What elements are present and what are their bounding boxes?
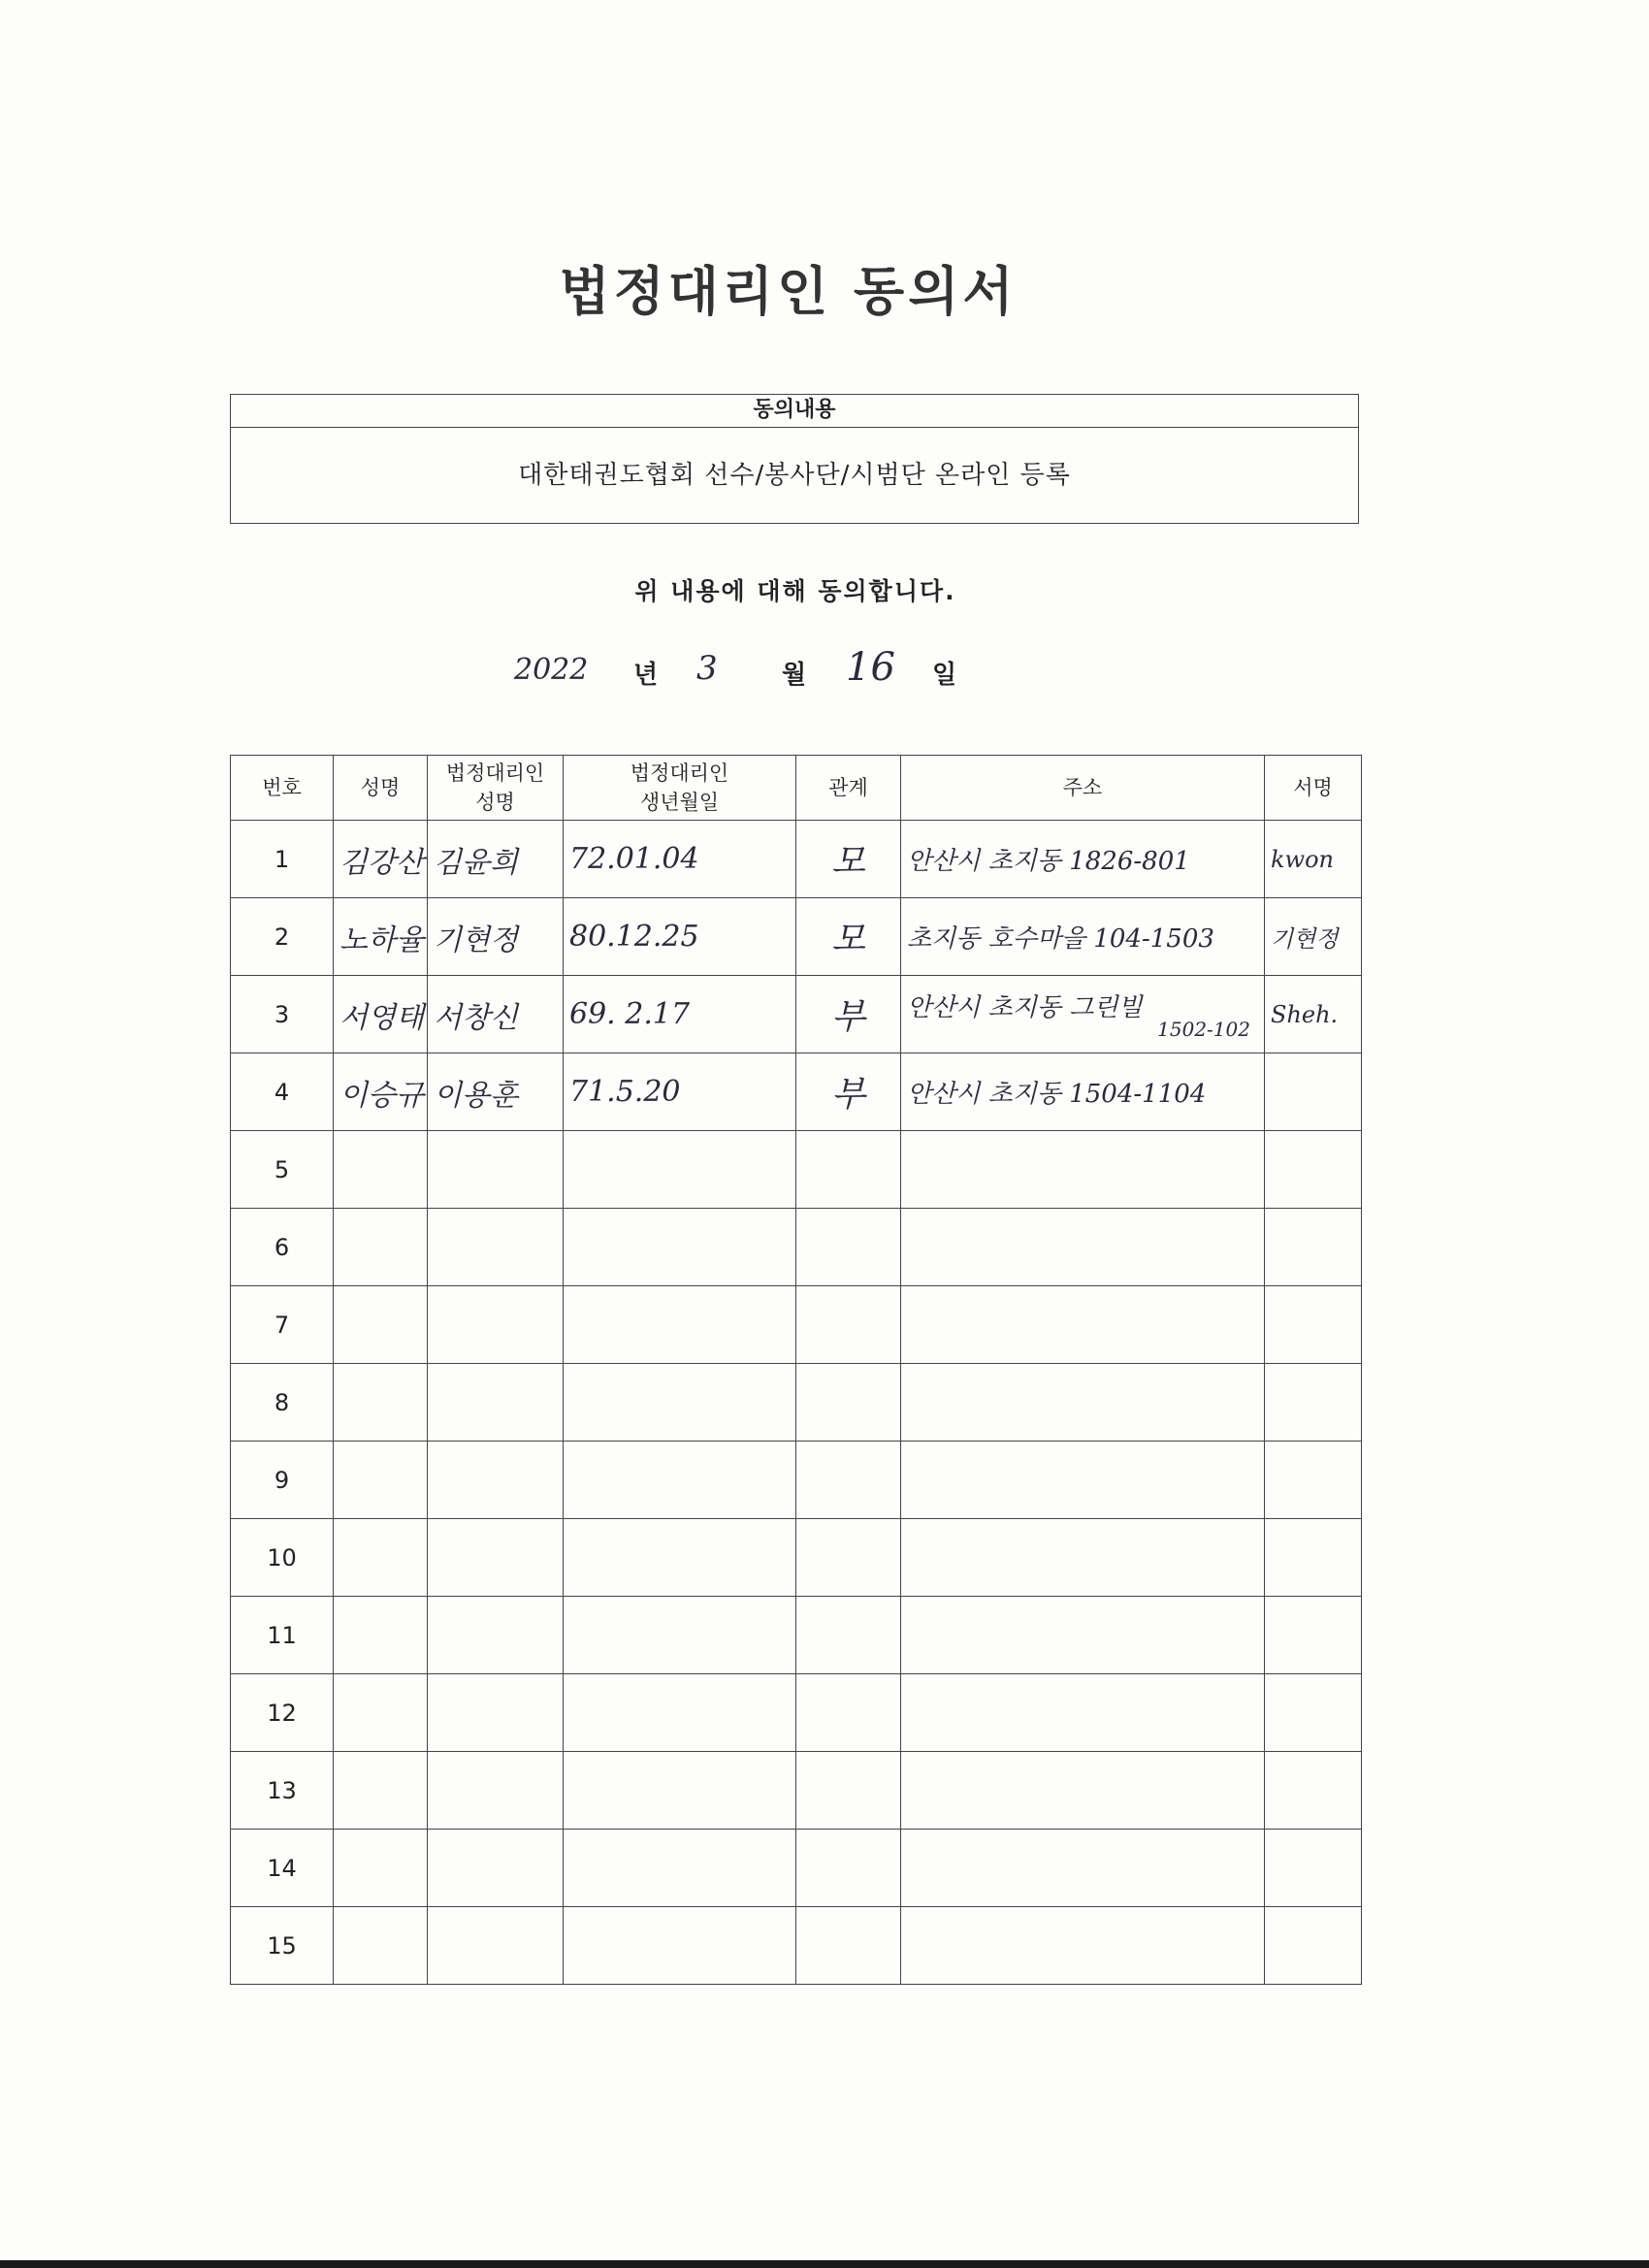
row-name bbox=[334, 1053, 428, 1131]
table-row bbox=[231, 898, 1362, 976]
table-row bbox=[231, 1442, 1362, 1519]
row-relation bbox=[796, 1053, 901, 1131]
row-signature-value: kwon bbox=[1271, 845, 1334, 873]
table-row bbox=[231, 1364, 1362, 1442]
row-guardian-birth bbox=[564, 1597, 796, 1674]
row-guardian-name bbox=[428, 1752, 564, 1830]
row-relation bbox=[796, 898, 901, 976]
consent-box bbox=[230, 394, 1359, 524]
row-guardian-birth bbox=[564, 1907, 796, 1985]
row-signature bbox=[1265, 1209, 1362, 1286]
row-guardian-birth bbox=[564, 1442, 796, 1519]
header-address: 주소 bbox=[901, 756, 1265, 821]
row-relation bbox=[796, 976, 901, 1053]
row-no-value: 6 bbox=[274, 1233, 290, 1261]
row-guardian-name bbox=[428, 1519, 564, 1597]
row-no-value: 13 bbox=[267, 1776, 297, 1804]
row-no bbox=[231, 1907, 334, 1985]
row-guardian-birth-value: 72.01.04 bbox=[569, 842, 699, 876]
row-no bbox=[231, 1519, 334, 1597]
row-signature bbox=[1265, 1907, 1362, 1985]
table-row bbox=[231, 821, 1362, 898]
row-guardian-birth-value: 80.12.25 bbox=[569, 920, 699, 954]
row-relation bbox=[796, 1907, 901, 1985]
row-address bbox=[901, 1907, 1265, 1985]
table-header-row bbox=[231, 756, 1362, 821]
row-relation bbox=[796, 1131, 901, 1209]
row-relation-value: 부 bbox=[831, 997, 865, 1037]
row-no-value: 15 bbox=[267, 1931, 297, 1960]
row-relation-value: 모 bbox=[831, 920, 865, 959]
date-month: 3 bbox=[696, 649, 718, 688]
row-name bbox=[334, 1907, 428, 1985]
row-signature bbox=[1265, 1830, 1362, 1907]
row-guardian-name-value: 서창신 bbox=[434, 1000, 518, 1035]
row-signature bbox=[1265, 1053, 1362, 1131]
page-title: 법정대리인 동의서 bbox=[559, 261, 1018, 322]
row-guardian-name bbox=[428, 1674, 564, 1752]
header-guardian-birth-line1: 법정대리인 bbox=[630, 761, 729, 785]
row-no-value: 10 bbox=[267, 1543, 297, 1571]
row-name bbox=[334, 898, 428, 976]
row-relation bbox=[796, 821, 901, 898]
row-guardian-birth bbox=[564, 1674, 796, 1752]
row-relation bbox=[796, 1442, 901, 1519]
row-signature bbox=[1265, 1286, 1362, 1364]
row-guardian-name bbox=[428, 1907, 564, 1985]
header-guardian-name bbox=[428, 756, 564, 821]
row-signature bbox=[1265, 1131, 1362, 1209]
row-name bbox=[334, 1131, 428, 1209]
row-signature bbox=[1265, 898, 1362, 976]
row-no-value: 2 bbox=[274, 923, 290, 951]
row-guardian-birth bbox=[564, 1209, 796, 1286]
row-no bbox=[231, 1442, 334, 1519]
row-guardian-birth bbox=[564, 976, 796, 1053]
row-name bbox=[334, 976, 428, 1053]
row-address-value: 안산시 초지동 1504-1104 bbox=[907, 1080, 1207, 1109]
row-name bbox=[334, 1519, 428, 1597]
row-address bbox=[901, 1131, 1265, 1209]
row-signature bbox=[1265, 1597, 1362, 1674]
row-signature bbox=[1265, 1752, 1362, 1830]
row-no bbox=[231, 898, 334, 976]
row-signature bbox=[1265, 1364, 1362, 1442]
row-address bbox=[901, 1053, 1265, 1131]
row-name bbox=[334, 1752, 428, 1830]
row-guardian-name bbox=[428, 1131, 564, 1209]
row-no-value: 8 bbox=[274, 1388, 290, 1416]
table-row bbox=[231, 1830, 1362, 1907]
row-guardian-birth bbox=[564, 1131, 796, 1209]
row-name-value: 김강산 bbox=[340, 845, 424, 880]
row-guardian-name bbox=[428, 898, 564, 976]
table-row bbox=[231, 976, 1362, 1053]
row-guardian-name bbox=[428, 1053, 564, 1131]
header-name: 성명 bbox=[334, 756, 428, 821]
row-no bbox=[231, 1209, 334, 1286]
date-year-unit: 년 bbox=[633, 661, 659, 690]
table-row bbox=[231, 1053, 1362, 1131]
row-address bbox=[901, 1830, 1265, 1907]
row-name-value: 노하율 bbox=[340, 923, 424, 957]
row-guardian-name-value: 기현정 bbox=[434, 923, 518, 957]
row-guardian-birth bbox=[564, 1752, 796, 1830]
row-relation bbox=[796, 1830, 901, 1907]
row-guardian-name bbox=[428, 1442, 564, 1519]
row-name-value: 이승규 bbox=[340, 1078, 424, 1113]
header-signature: 서명 bbox=[1265, 756, 1362, 821]
consent-header: 동의내용 bbox=[231, 395, 1358, 428]
row-signature bbox=[1265, 976, 1362, 1053]
row-guardian-name bbox=[428, 1364, 564, 1442]
date-day-unit: 일 bbox=[932, 661, 957, 690]
row-relation bbox=[796, 1209, 901, 1286]
row-relation bbox=[796, 1364, 901, 1442]
table-row bbox=[231, 1286, 1362, 1364]
row-address-line2: 1502-102 bbox=[1157, 1018, 1250, 1041]
row-no bbox=[231, 1830, 334, 1907]
row-no bbox=[231, 1597, 334, 1674]
row-name bbox=[334, 1286, 428, 1364]
row-relation bbox=[796, 1597, 901, 1674]
row-no-value: 3 bbox=[274, 1000, 290, 1028]
row-name bbox=[334, 1442, 428, 1519]
row-relation-value: 모 bbox=[831, 842, 865, 882]
row-no-value: 4 bbox=[274, 1078, 290, 1106]
row-name bbox=[334, 1830, 428, 1907]
consent-body: 대한태권도협회 선수/봉사단/시범단 온라인 등록 bbox=[518, 461, 1071, 490]
row-no bbox=[231, 1364, 334, 1442]
row-guardian-birth bbox=[564, 1830, 796, 1907]
row-guardian-birth-value: 71.5.20 bbox=[569, 1075, 681, 1109]
row-name bbox=[334, 1674, 428, 1752]
row-signature-value: 기현정 bbox=[1271, 925, 1339, 953]
row-name bbox=[334, 1209, 428, 1286]
row-guardian-birth-value: 69. 2.17 bbox=[569, 997, 691, 1031]
row-name bbox=[334, 1364, 428, 1442]
row-guardian-birth bbox=[564, 1364, 796, 1442]
row-relation bbox=[796, 1752, 901, 1830]
row-address bbox=[901, 898, 1265, 976]
row-no-value: 12 bbox=[267, 1699, 297, 1727]
row-no bbox=[231, 1131, 334, 1209]
row-name bbox=[334, 821, 428, 898]
table-row bbox=[231, 1597, 1362, 1674]
row-address bbox=[901, 1209, 1265, 1286]
row-address-value: 안산시 초지동 그린빌 bbox=[907, 993, 1143, 1022]
table-row bbox=[231, 1519, 1362, 1597]
row-guardian-name bbox=[428, 1830, 564, 1907]
row-no bbox=[231, 1286, 334, 1364]
table-row bbox=[231, 1752, 1362, 1830]
row-guardian-birth bbox=[564, 1519, 796, 1597]
row-guardian-birth bbox=[564, 898, 796, 976]
row-address bbox=[901, 1674, 1265, 1752]
row-signature-value: Sheh. bbox=[1271, 1000, 1339, 1028]
row-no-value: 1 bbox=[274, 845, 290, 873]
row-guardian-name bbox=[428, 1286, 564, 1364]
agree-statement: 위 내용에 대해 동의합니다. bbox=[634, 577, 956, 605]
row-address-value: 안산시 초지동 1826-801 bbox=[907, 847, 1190, 876]
header-guardian-birth-line2: 생년월일 bbox=[639, 791, 720, 814]
date-year: 2022 bbox=[514, 653, 589, 687]
row-guardian-name bbox=[428, 1209, 564, 1286]
table-row bbox=[231, 1674, 1362, 1752]
row-guardian-birth bbox=[564, 1053, 796, 1131]
row-address-value: 초지동 호수마을 104-1503 bbox=[907, 924, 1214, 954]
row-no-value: 11 bbox=[267, 1621, 297, 1649]
row-signature bbox=[1265, 821, 1362, 898]
row-no bbox=[231, 821, 334, 898]
date-month-unit: 월 bbox=[782, 661, 807, 690]
header-guardian-birth bbox=[564, 756, 796, 821]
header-guardian-name-line1: 법정대리인 bbox=[445, 761, 545, 785]
row-address bbox=[901, 1752, 1265, 1830]
row-name bbox=[334, 1597, 428, 1674]
row-no bbox=[231, 1674, 334, 1752]
header-guardian-name-line2: 성명 bbox=[475, 791, 515, 814]
row-guardian-name bbox=[428, 976, 564, 1053]
row-no bbox=[231, 1053, 334, 1131]
row-address bbox=[901, 821, 1265, 898]
row-address bbox=[901, 1364, 1265, 1442]
row-relation bbox=[796, 1519, 901, 1597]
row-no bbox=[231, 976, 334, 1053]
row-address bbox=[901, 1597, 1265, 1674]
row-signature bbox=[1265, 1442, 1362, 1519]
row-guardian-name-value: 김윤희 bbox=[434, 845, 518, 880]
row-relation bbox=[796, 1286, 901, 1364]
row-address bbox=[901, 1442, 1265, 1519]
row-signature bbox=[1265, 1674, 1362, 1752]
date-line bbox=[504, 645, 989, 703]
row-address bbox=[901, 1519, 1265, 1597]
date-day: 16 bbox=[846, 645, 895, 690]
row-no-value: 14 bbox=[267, 1854, 297, 1882]
row-no-value: 5 bbox=[274, 1155, 290, 1183]
row-relation bbox=[796, 1674, 901, 1752]
table-row bbox=[231, 1907, 1362, 1985]
row-guardian-name-value: 이용훈 bbox=[434, 1078, 518, 1113]
row-no bbox=[231, 1752, 334, 1830]
row-no-value: 7 bbox=[274, 1311, 290, 1339]
table-row bbox=[231, 1209, 1362, 1286]
header-no: 번호 bbox=[231, 756, 334, 821]
row-guardian-name bbox=[428, 1597, 564, 1674]
row-no-value: 9 bbox=[274, 1466, 290, 1494]
row-relation-value: 부 bbox=[831, 1075, 865, 1115]
row-address bbox=[901, 1286, 1265, 1364]
row-address bbox=[901, 976, 1265, 1053]
row-signature bbox=[1265, 1519, 1362, 1597]
row-guardian-name bbox=[428, 821, 564, 898]
scan-edge bbox=[0, 2260, 1649, 2268]
row-guardian-birth bbox=[564, 1286, 796, 1364]
row-name-value: 서영태 bbox=[340, 1000, 424, 1035]
row-guardian-birth bbox=[564, 821, 796, 898]
header-relation: 관계 bbox=[796, 756, 901, 821]
guardian-table bbox=[230, 755, 1362, 1985]
table-row bbox=[231, 1131, 1362, 1209]
